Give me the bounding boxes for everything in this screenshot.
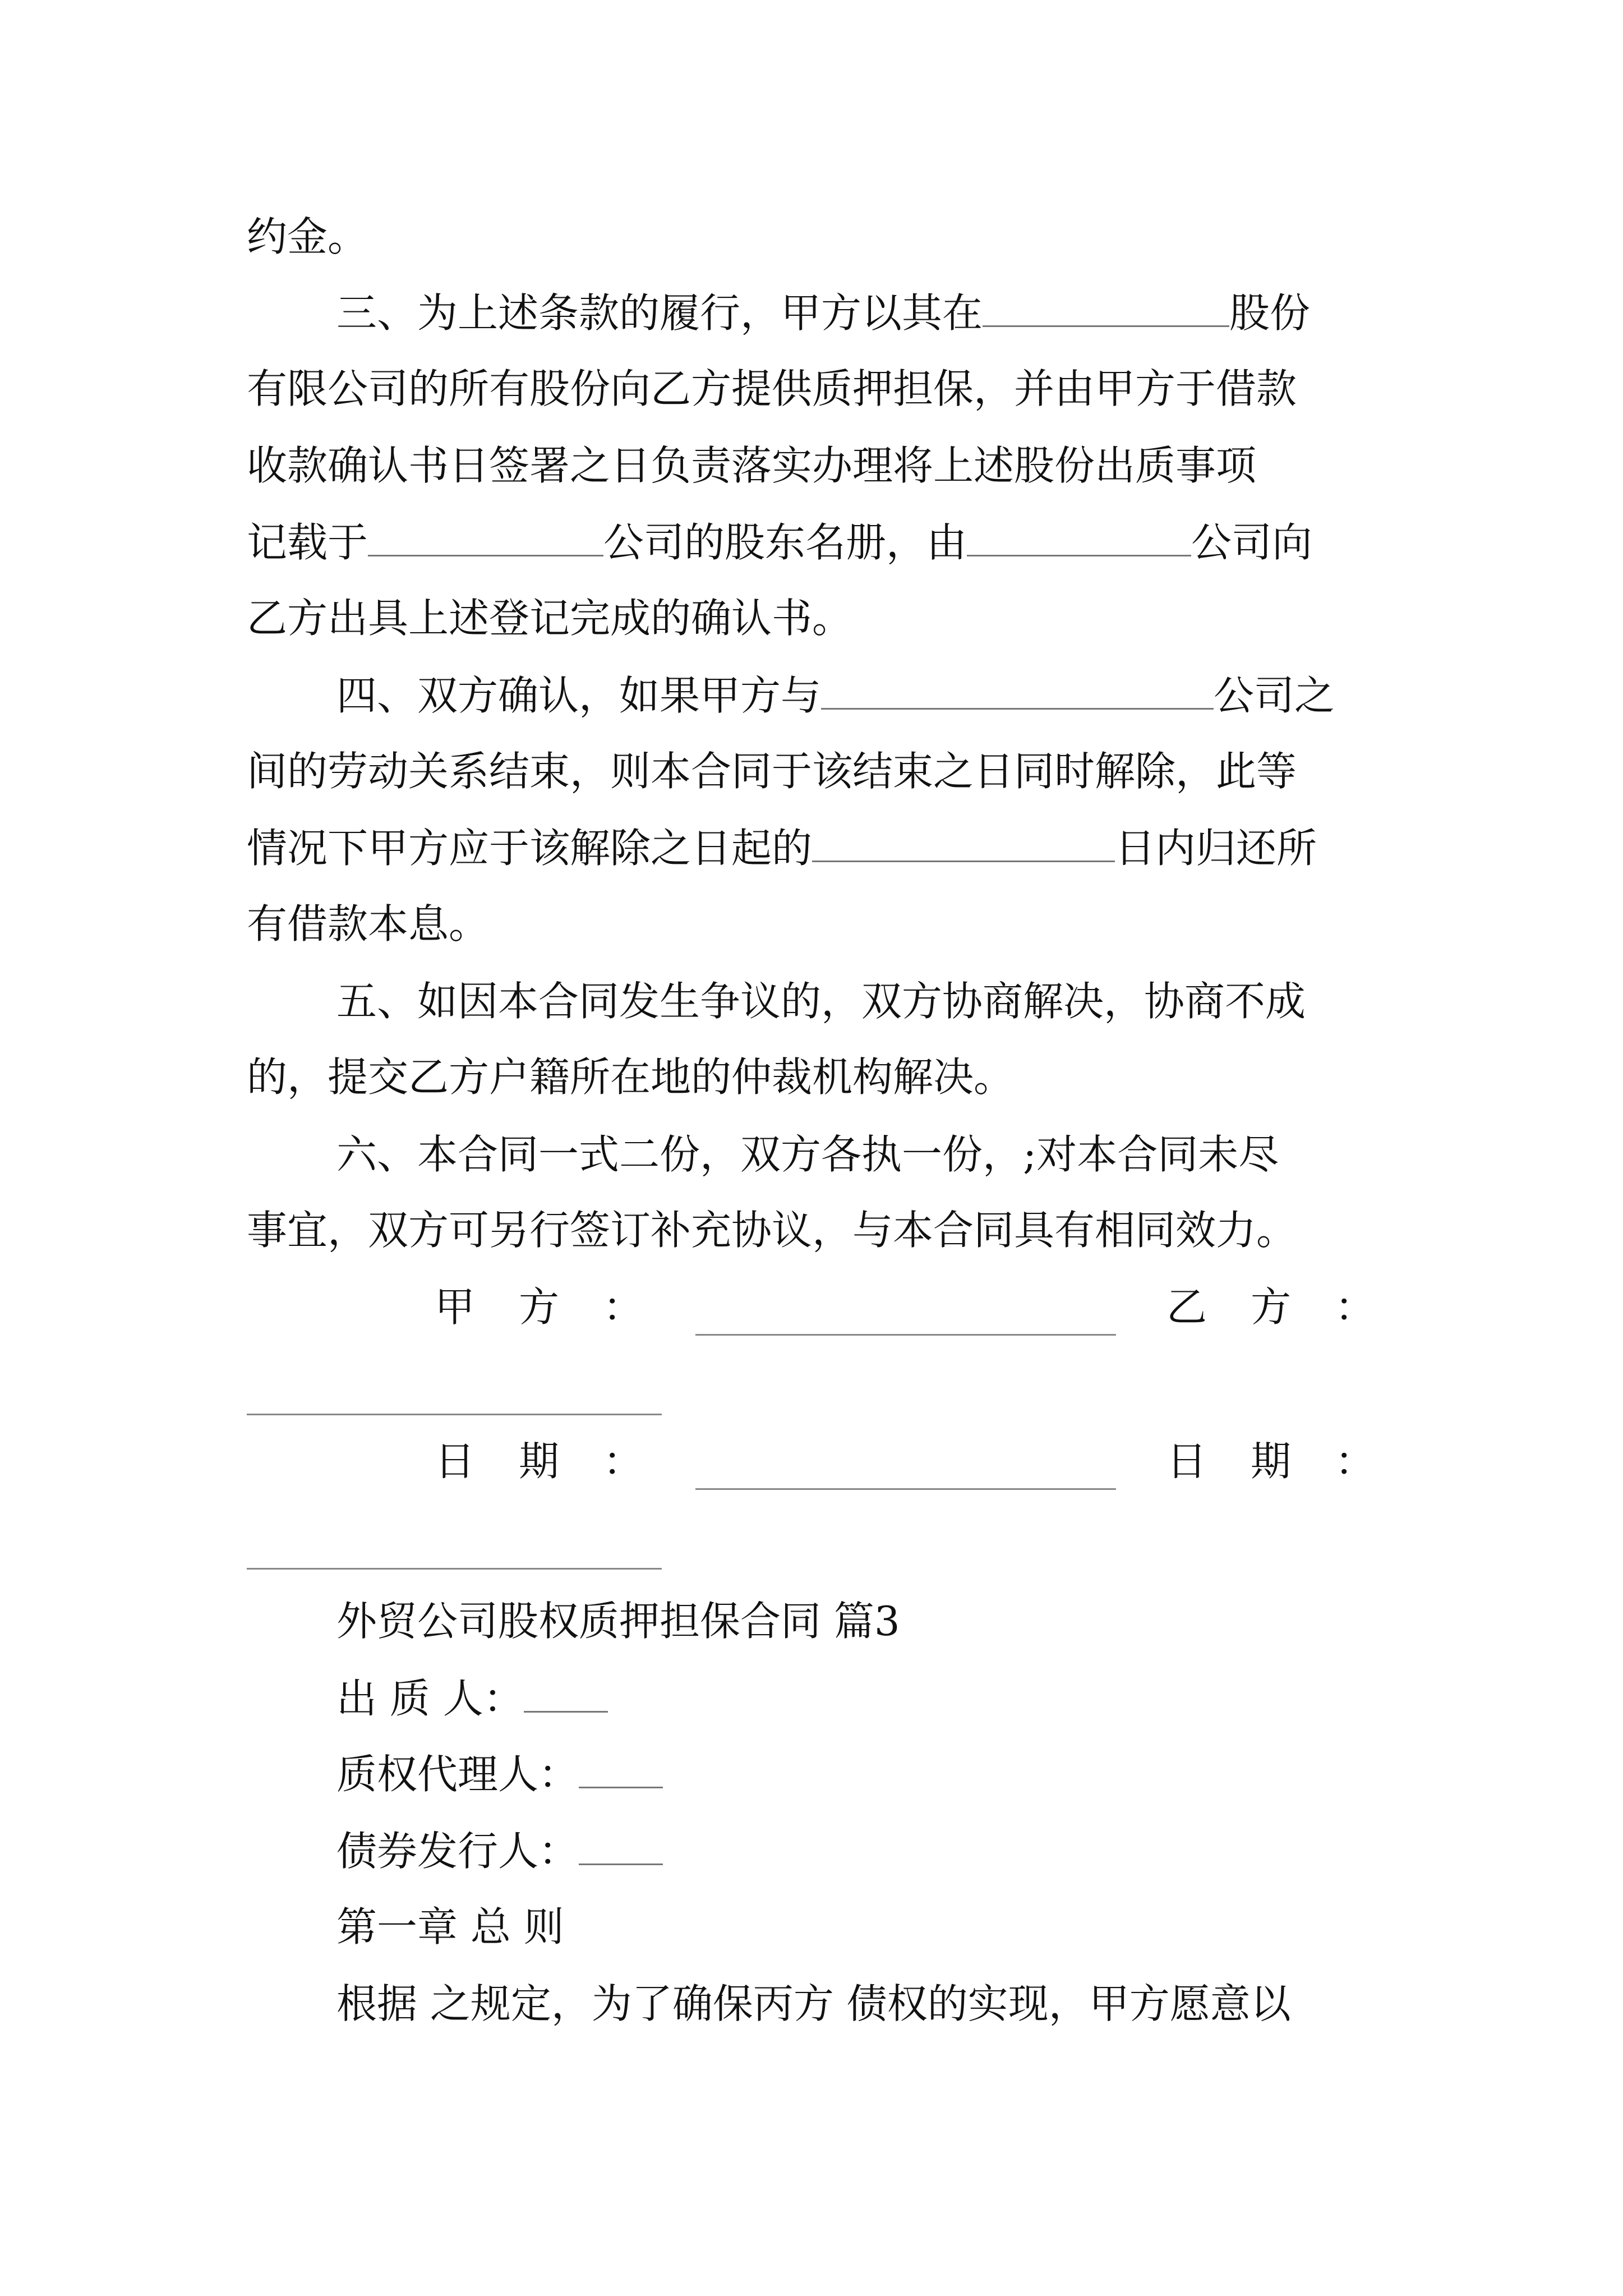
chapter-heading: 第一章 总 则	[336, 1903, 564, 1950]
pledgor-line: 出 质 人：	[336, 1671, 608, 1727]
issuer-line: 债券发行人：	[336, 1823, 663, 1879]
text-line: 乙方出具上述登记完成的确认书。	[247, 595, 853, 642]
clause-five: 五、如因本合同发生争议的，双方协商解决，协商不成	[336, 978, 1306, 1025]
clause-six: 六、本合同一式二份，双方各执一份，;对本合同未尽	[336, 1131, 1279, 1178]
party-a-signature-line	[695, 1334, 1116, 1336]
clause-four: 四、双方确认，如果甲方与 公司之	[336, 672, 1335, 719]
blank-field	[368, 521, 603, 556]
blank-field	[524, 1677, 608, 1713]
party-a-label: 甲方：	[435, 1283, 688, 1331]
text-line: 有限公司的所有股份向乙方提供质押担保，并由甲方于借款	[247, 365, 1297, 412]
blank-field	[579, 1753, 663, 1788]
date-a-line	[695, 1488, 1116, 1490]
date-b-label: 日期：	[1166, 1438, 1419, 1485]
blank-field	[967, 521, 1191, 556]
blank-field	[821, 674, 1214, 710]
text-line: 根据 之规定，为了确保丙方 债权的实现，甲方愿意以	[336, 1980, 1291, 2027]
party-b-signature-line	[247, 1414, 662, 1415]
blank-field	[812, 827, 1115, 862]
date-b-line	[247, 1568, 662, 1570]
blank-field	[983, 292, 1229, 327]
clause-three: 三、为上述条款的履行，甲方以其在 股份	[336, 289, 1311, 337]
agent-line: 质权代理人：	[336, 1746, 663, 1802]
text-line: 事宜，双方可另行签订补充协议，与本合同具有相同效力。	[247, 1207, 1297, 1254]
text-line: 间的劳动关系结束，则本合同于该结束之日同时解除，此等	[247, 748, 1297, 795]
date-a-label: 日期：	[435, 1438, 688, 1485]
party-b-label: 乙方：	[1166, 1283, 1419, 1331]
section-title: 外贸公司股权质押担保合同 篇3	[336, 1598, 900, 1645]
text-line: 约金。	[247, 213, 368, 260]
text-line: 有借款本息。	[247, 900, 490, 947]
text-line: 情况下甲方应于该解除之日起的 日内归还所	[247, 825, 1317, 872]
text-line: 记载于 公司的股东名册，由 公司向	[247, 519, 1313, 566]
blank-field	[579, 1830, 663, 1865]
text-line: 收款确认书日签署之日负责落实办理将上述股份出质事项	[247, 442, 1257, 489]
text-line: 的，提交乙方户籍所在地的仲裁机构解决。	[247, 1053, 1015, 1101]
